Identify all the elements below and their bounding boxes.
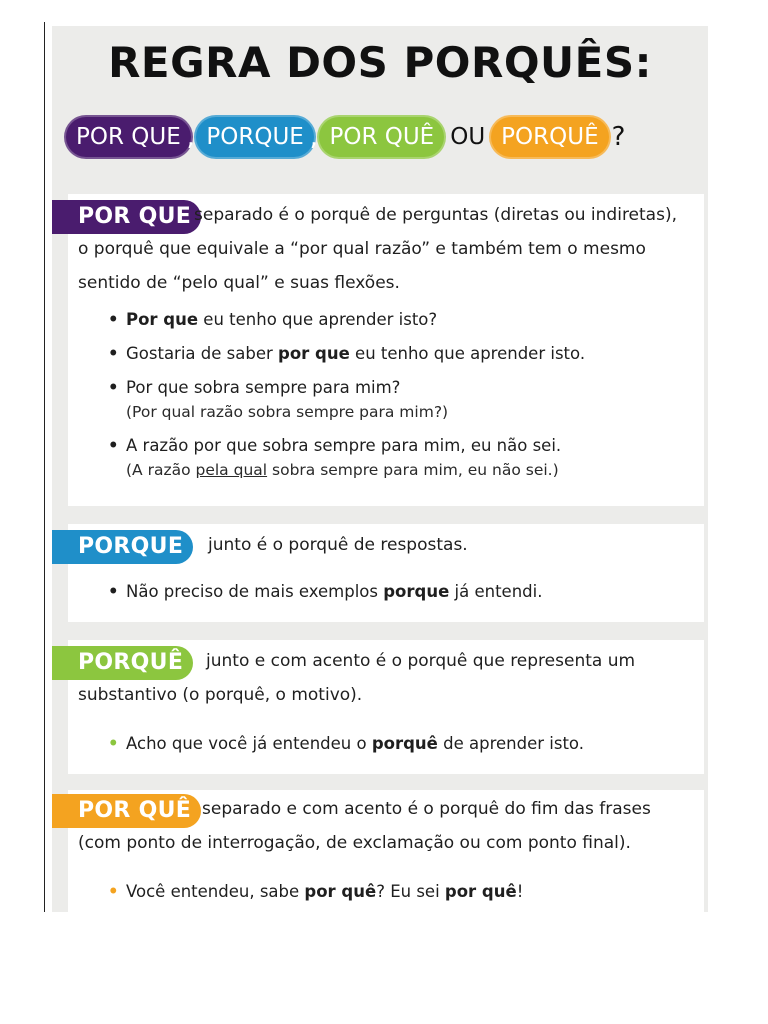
section-porque bbox=[68, 524, 704, 622]
list-item: • Por que eu tenho que aprender isto? bbox=[108, 310, 438, 329]
page-title: REGRA DOS PORQUÊS: bbox=[108, 38, 652, 87]
section-por-que-acento bbox=[68, 790, 704, 912]
chip-por-que: POR QUE bbox=[64, 115, 193, 159]
comma: , bbox=[309, 123, 318, 151]
list-item: • Gostaria de saber por que eu tenho que aprender isto. bbox=[108, 344, 586, 363]
section-description: junto é o porquê de respostas. bbox=[208, 535, 468, 555]
poster bbox=[52, 26, 708, 912]
chip-porque-acento: PORQUÊ bbox=[489, 115, 610, 159]
question-mark: ? bbox=[611, 122, 626, 152]
list-item: • Você entendeu, sabe por quê? Eu sei por quê! bbox=[108, 882, 524, 901]
example-list bbox=[108, 732, 684, 766]
chip-por-que-acento: POR QUÊ bbox=[317, 115, 446, 159]
example-list bbox=[108, 580, 684, 614]
list-item: • Acho que você já entendeu o porquê de aprender isto. bbox=[108, 734, 584, 753]
comma: , bbox=[186, 123, 195, 151]
section-description: junto e com acento é o porquê que representa um substantivo (o porquê, o motivo). bbox=[78, 651, 636, 705]
section-description: separado é o porquê de perguntas (diretas ou indiretas), o porquê que equivale a “por qual razão” e também tem o mesmo sentido de “pelo qual” e suas flexões. bbox=[78, 205, 677, 293]
example-list bbox=[108, 308, 684, 492]
badge-por-que: POR QUE bbox=[52, 200, 201, 234]
section-porque-acento bbox=[68, 640, 704, 774]
list-item: • Por que sobra sempre para mim? (Por qual razão sobra sempre para mim?) bbox=[108, 378, 449, 421]
or-word: OU bbox=[450, 124, 486, 150]
badge-porque: PORQUE bbox=[52, 530, 193, 564]
badge-por-que-acento: POR QUÊ bbox=[52, 794, 201, 828]
list-item: • Não preciso de mais exemplos porque já entendi. bbox=[108, 582, 543, 601]
section-description: separado e com acento é o porquê do fim das frases (com ponto de interrogação, de exclamação ou com ponto final). bbox=[78, 799, 651, 853]
chip-porque: PORQUE bbox=[194, 115, 315, 159]
example-list bbox=[108, 880, 684, 912]
subtitle-row bbox=[64, 114, 704, 160]
left-margin-line bbox=[44, 22, 45, 912]
badge-porque-acento: PORQUÊ bbox=[52, 646, 193, 680]
list-item: • A razão por que sobra sempre para mim, eu não sei. (A razão pela qual sobra sempre para mim, eu não sei.) bbox=[108, 436, 562, 479]
section-por-que bbox=[68, 194, 704, 506]
